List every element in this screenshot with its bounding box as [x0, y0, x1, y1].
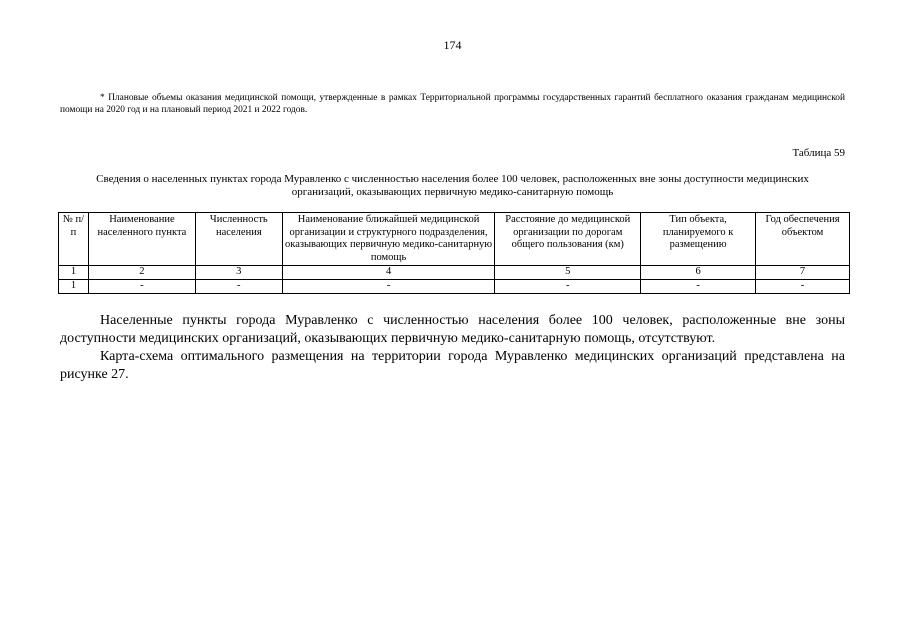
table-cell: -	[282, 280, 495, 294]
body-text	[60, 312, 845, 384]
column-header-year: Год обеспечения объектом	[756, 213, 850, 266]
table-row	[59, 280, 850, 294]
footnote: * Плановые объемы оказания медицинской помощи, утвержденные в рамках Территориальной программы государственных гарантий бесплатного оказания гражданам медицинской помощи на 2020 год и на плановый период 2021 и 2022 годов.	[60, 93, 845, 115]
column-header-object-type: Тип объекта, планируемого к размещению	[641, 213, 756, 266]
table-cell: 1	[59, 266, 89, 280]
table-cell: 6	[641, 266, 756, 280]
table-caption-line-2: организаций, оказывающих первичную медико-санитарную помощь	[291, 186, 614, 198]
page-number: 174	[443, 38, 462, 52]
paragraph: Карта-схема оптимального размещения на территории города Муравленко медицинских организаций представлена на рисунке 27.	[60, 349, 845, 382]
table-header-row	[59, 213, 850, 266]
table-caption	[60, 173, 845, 199]
data-table	[58, 212, 850, 294]
column-header-population: Численность населения	[195, 213, 282, 266]
table-row	[59, 266, 850, 280]
table-cell: 4	[282, 266, 495, 280]
table-cell: -	[88, 280, 195, 294]
table-cell: 3	[195, 266, 282, 280]
table-cell: -	[641, 280, 756, 294]
table-cell: 1	[59, 280, 89, 294]
table-cell: 7	[756, 266, 850, 280]
column-header-distance: Расстояние до медицинской организации по дорогам общего пользования (км)	[495, 213, 641, 266]
table-label: Таблица 59	[792, 147, 845, 159]
table-cell: -	[756, 280, 850, 294]
column-header-nearest-organization: Наименование ближайшей медицинской организации и структурного подразделения, оказывающих первичную медико-санитарную помощь	[282, 213, 495, 266]
table-cell: -	[495, 280, 641, 294]
paragraph: Населенные пункты города Муравленко с численностью населения более 100 человек, расположенные вне зоны доступности медицинских организаций, оказывающих первичную медико-санитарную помощь, отсутствуют.	[60, 313, 845, 346]
table-caption-line-1: Сведения о населенных пунктах города Муравленко с численностью населения более 100 человек, расположенных вне зоны доступности медицинских	[96, 173, 809, 185]
table-cell: 2	[88, 266, 195, 280]
table-cell: 5	[495, 266, 641, 280]
column-header-number: № п/п	[59, 213, 89, 266]
table-cell: -	[195, 280, 282, 294]
column-header-settlement-name: Наименование населенного пункта	[88, 213, 195, 266]
